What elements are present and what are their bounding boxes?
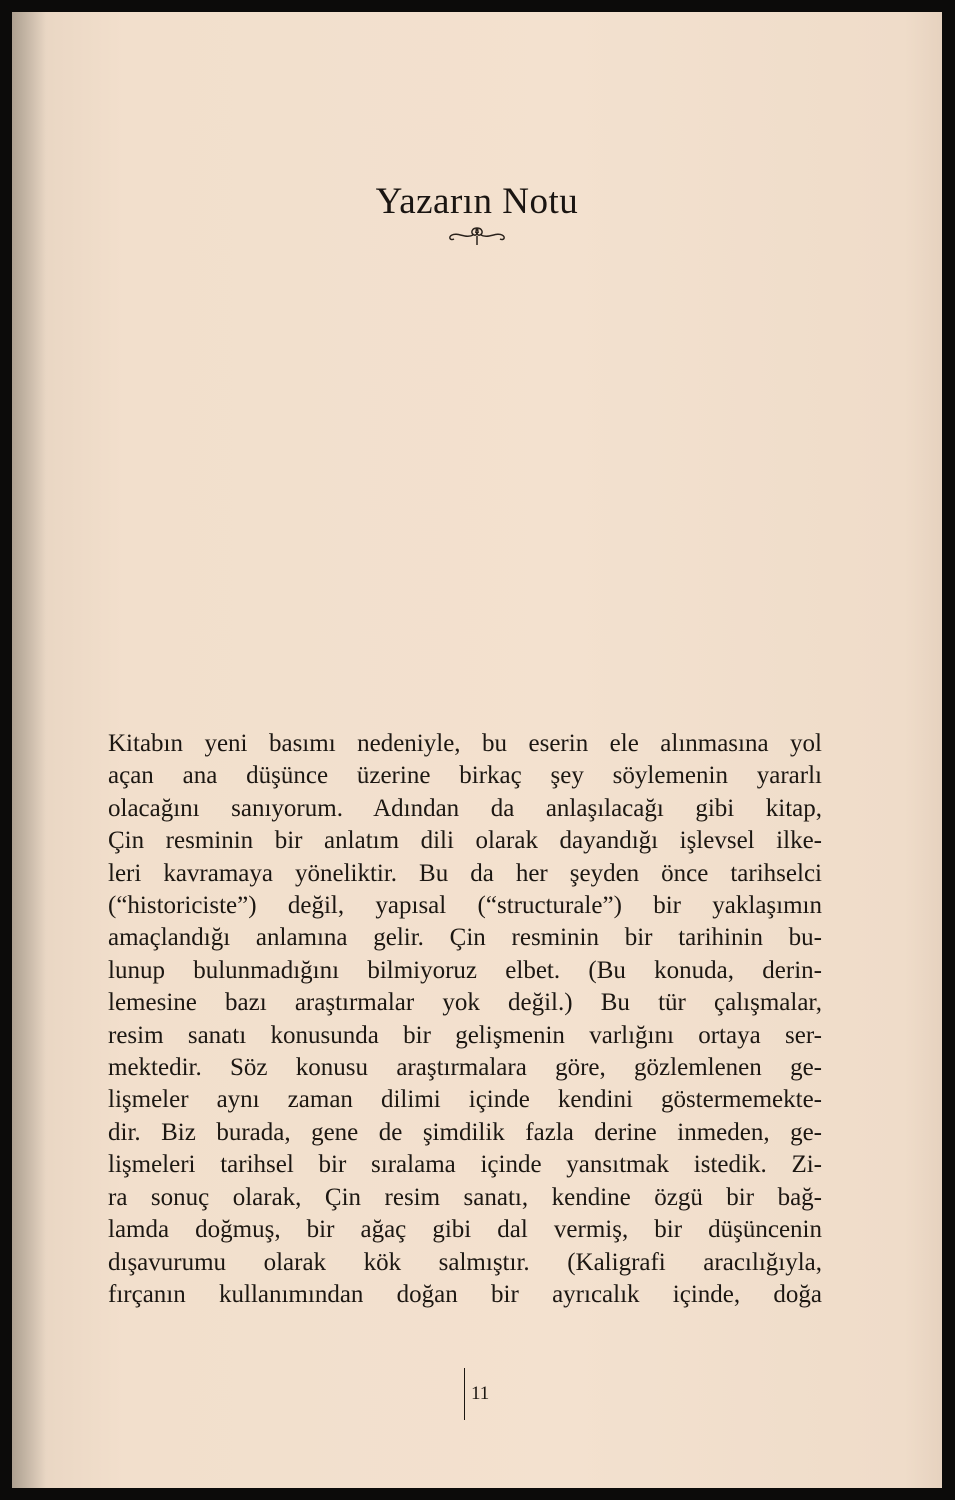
text-line: lunup bulunmadığını bilmiyoruz elbet. (Bu konuda, derin- (108, 956, 822, 984)
text-line: amaçlandığı anlamına gelir. Çin resminin bir tarihinin bu- (108, 924, 822, 952)
text-line: dışavurumu olarak kök salmıştır. (Kaligrafi aracılığıyla, (108, 1248, 822, 1276)
chapter-title: Yazarın Notu (375, 181, 579, 222)
text-line: Kitabın yeni basımı nedeniyle, bu eserin ele alınmasına yol (108, 730, 822, 757)
text-line: fırçanın kullanımından doğan bir ayrıcalık içinde, doğa (108, 1280, 822, 1308)
text-line: (“historiciste”) değil, yapısal (“structurale”) bir yaklaşımın (108, 892, 822, 920)
text-line: lişmeleri tarihsel bir sıralama içinde yansıtmak istedik. Zi- (108, 1151, 822, 1179)
body-paragraph (108, 728, 822, 1311)
page-number: 11 (464, 1368, 489, 1420)
book-page (12, 12, 942, 1488)
text-line: ra sonuç olarak, Çin resim sanatı, kendine özgü bir bağ- (108, 1183, 822, 1211)
text-line: leri kavramaya yöneliktir. Bu da her şeyden önce tarihselci (108, 859, 822, 887)
text-line: açan ana düşünce üzerine birkaç şey söylemenin yararlı (108, 762, 822, 790)
text-line: Çin resminin bir anlatım dili olarak dayandığı işlevsel ilke- (108, 827, 822, 855)
text-line: lişmeler aynı zaman dilimi içinde kendini göstermemekte- (108, 1086, 822, 1114)
text-line: lemesine bazı araştırmalar yok değil.) Bu tür çalışmalar, (108, 989, 822, 1017)
text-line: lamda doğmuş, bir ağaç gibi dal vermiş, bir düşüncenin (108, 1216, 822, 1244)
ornament-icon (12, 224, 942, 253)
text-line: olacağını sanıyorum. Adından da anlaşılacağı gibi kitap, (108, 794, 822, 822)
text-line: resim sanatı konusunda bir gelişmenin varlığını ortaya ser- (108, 1021, 822, 1049)
text-line: mektedir. Söz konusu araştırmalara göre, gözlemlenen ge- (108, 1054, 822, 1082)
text-line: dir. Biz burada, gene de şimdilik fazla derine inmeden, ge- (108, 1118, 822, 1146)
